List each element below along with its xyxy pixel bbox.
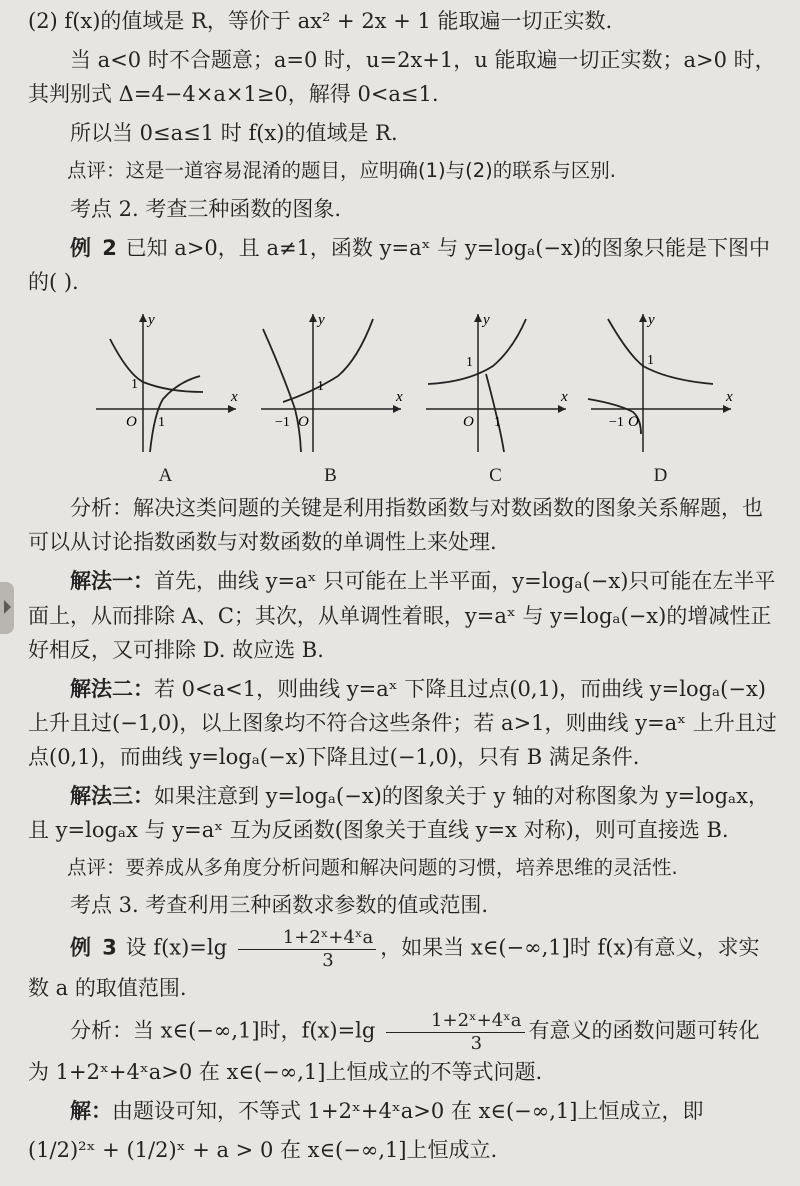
solution-paragraph xyxy=(28,1094,780,1128)
graph-b-plot xyxy=(253,304,408,459)
analysis-3-paragraph xyxy=(28,1010,780,1088)
method-label: 解法三： xyxy=(70,783,154,808)
fraction-numerator: 1+2ˣ+4ˣa xyxy=(238,927,377,950)
graph-d-plot xyxy=(583,304,738,459)
text-line: 所以当 0≤a≤1 时 f(x)的值域是 R. xyxy=(70,121,398,146)
example-text: ，如果当 x∈(−∞,1]时 f(x)有意义，求实数 a 的取值范围. xyxy=(28,935,760,1001)
x-axis-label: x xyxy=(231,388,238,405)
graph-option-d xyxy=(583,304,738,492)
x-axis-label: x xyxy=(726,388,733,405)
tick-label: 1 xyxy=(158,414,165,430)
method-label: 解法一： xyxy=(70,569,154,594)
graph-options xyxy=(88,304,738,492)
origin-label: O xyxy=(298,413,309,430)
method-3-paragraph xyxy=(28,779,780,847)
method-label: 解法二： xyxy=(70,676,154,701)
comment-line: 点评：这是一道容易混淆的题目，应明确(1)与(2)的联系与区别. xyxy=(67,159,616,183)
text-line: 当 a<0 时不合题意；a=0 时，u=2x+1，u 能取遍一切正实数；a>0 时，其判别式 Δ=4−4×a×1≥0，解得 0<a≤1. xyxy=(28,48,776,107)
origin-label: O xyxy=(463,413,474,430)
example-label: 例 2 xyxy=(70,235,119,260)
fraction-denominator: 3 xyxy=(470,1033,483,1054)
tick-label: 1 xyxy=(647,352,654,368)
tick-label: −1 xyxy=(609,414,624,430)
example-text: 已知 a>0，且 a≠1，函数 y=aˣ 与 y=logₐ(−x)的图象只能是下图中的( ). xyxy=(28,235,771,294)
graph-option-c xyxy=(418,304,573,492)
example-text: 设 f(x)=lg xyxy=(125,935,228,960)
example-3-question xyxy=(28,927,780,1005)
example-2-question xyxy=(28,231,780,299)
method-text: 首先，曲线 y=aˣ 只可能在上半平面，y=logₐ(−x)只可能在左半平面上，从而排除 A、C；其次，从单调性着眼，y=aˣ 与 y=logₐ(−x)的增减性正好相反，又可排除 D. 故应选 B. xyxy=(28,569,776,662)
option-label: C xyxy=(489,464,502,486)
graph-c-plot xyxy=(418,304,573,459)
solution-text: 由题设可知，不等式 1+2ˣ+4ˣa>0 在 x∈(−∞,1]上恒成立，即 xyxy=(112,1098,704,1123)
option-label: D xyxy=(653,464,668,486)
method-text: 如果注意到 y=logₐ(−x)的图象关于 y 轴的对称图象为 y=logₐx，且 y=logₐx 与 y=aˣ 互为反函数(图象关于直线 y=x 对称)，则可直接选 B. xyxy=(28,783,769,842)
method-2-paragraph xyxy=(28,672,780,774)
section-heading: 考点 2. 考查三种函数的图象. xyxy=(70,196,342,221)
graph-option-b xyxy=(253,304,408,492)
y-axis-label: y xyxy=(148,311,155,328)
origin-label: O xyxy=(628,413,639,430)
solution-label: 解： xyxy=(70,1098,112,1123)
fraction xyxy=(238,927,377,971)
example-label: 例 3 xyxy=(70,935,119,960)
option-label: A xyxy=(158,464,173,486)
fraction-numerator: 1+2ˣ+4ˣa xyxy=(386,1010,525,1033)
fraction xyxy=(386,1010,525,1054)
fraction-denominator: 3 xyxy=(322,949,334,971)
solution-formula-line: (1/2)²ˣ + (1/2)ˣ + a > 0 在 x∈(−∞,1]上恒成立. xyxy=(28,1137,498,1162)
analysis-paragraph: 分析：解决这类问题的关键是利用指数函数与对数函数的图象关系解题，也可以从讨论指数函数与对数函数的单调性上来处理. xyxy=(28,496,763,555)
y-axis-label: y xyxy=(648,311,655,328)
y-axis-label: y xyxy=(483,311,490,328)
section-heading: 考点 3. 考查利用三种函数求参数的值或范围. xyxy=(70,893,489,918)
analysis-text: 有意义的函数问题可转化为 1+2ˣ+4ˣa>0 在 x∈(−∞,1]上恒成立的不等式问题. xyxy=(28,1019,760,1084)
graph-a-plot xyxy=(88,304,243,459)
tick-label: 1 xyxy=(317,378,324,394)
y-axis-label: y xyxy=(318,311,325,328)
method-text: 若 0<a<1，则曲线 y=aˣ 下降且过点(0,1)，而曲线 y=logₐ(−x)上升且过(−1,0)，以上图象均不符合这些条件；若 a>1，则曲线 y=aˣ 上升且过点(0,1)，而曲线 y=logₐ(−x)下降且过(−1,0)，只有 B 满足条件. xyxy=(28,676,777,769)
tick-label: 1 xyxy=(466,354,473,370)
x-axis-label: x xyxy=(396,388,403,405)
tick-label: −1 xyxy=(275,414,290,430)
x-axis-label: x xyxy=(561,388,568,405)
origin-label: O xyxy=(126,413,137,430)
comment-line: 点评：要养成从多角度分析问题和解决问题的习惯，培养思维的灵活性. xyxy=(67,855,678,879)
tick-label: 1 xyxy=(131,376,138,392)
graph-option-a xyxy=(88,304,243,492)
text-line: (2) f(x)的值域是 R，等价于 ax² + 2x + 1 能取遍一切正实数. xyxy=(28,9,613,33)
tick-label: 1 xyxy=(494,414,501,430)
method-1-paragraph xyxy=(28,564,780,666)
option-label: B xyxy=(324,464,337,486)
page-tab-marker xyxy=(0,582,14,634)
analysis-text: 分析：当 x∈(−∞,1]时，f(x)=lg xyxy=(70,1019,376,1043)
